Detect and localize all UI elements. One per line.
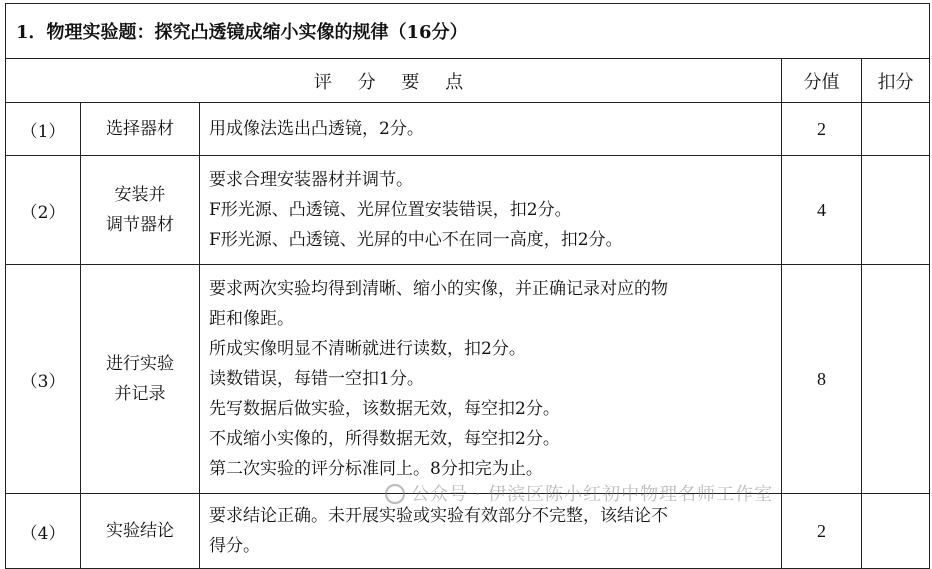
watermark <box>385 480 773 506</box>
row-deduct <box>862 103 930 156</box>
row-score: 8 <box>782 265 862 494</box>
row-index: （4） <box>6 494 81 569</box>
row-item-line: 进行实验 <box>106 354 174 374</box>
row-index: （2） <box>6 156 81 265</box>
row-description <box>200 265 782 494</box>
row-item <box>81 265 200 494</box>
description-line: F形光源、凸透镜、光屏位置安装错误，扣2分。 <box>209 200 572 220</box>
description-line: 要求两次实验均得到清晰、缩小的实像，并正确记录对应的物 <box>209 279 668 299</box>
row-description <box>200 156 782 265</box>
row-item-line: 调节器材 <box>106 215 174 235</box>
row-item-line: 安装并 <box>114 185 166 205</box>
row-deduct <box>862 265 930 494</box>
row-item <box>81 103 200 156</box>
description-line: 先写数据后做实验，该数据无效，每空扣2分。 <box>209 399 560 419</box>
row-deduct <box>862 156 930 265</box>
description-line: 不成缩小实像的，所得数据无效，每空扣2分。 <box>209 429 560 449</box>
table-title: 1．物理实验题：探究凸透镜成缩小实像的规律（16分） <box>6 4 930 59</box>
row-score: 2 <box>782 103 862 156</box>
row-deduct <box>862 494 930 569</box>
table-row <box>6 103 930 156</box>
description-line: 读数错误，每错一空扣1分。 <box>209 369 424 389</box>
row-score: 4 <box>782 156 862 265</box>
row-description <box>200 103 782 156</box>
description-line: 得分。 <box>209 536 260 556</box>
title-row <box>6 4 930 59</box>
row-score: 2 <box>782 494 862 569</box>
row-item <box>81 156 200 265</box>
watermark-text: 公众号 · 伊滨区陈小红初中物理名师工作室 <box>411 484 774 505</box>
row-item <box>81 494 200 569</box>
header-deduct: 扣分 <box>862 59 930 103</box>
description-line: F形光源、凸透镜、光屏的中心不在同一高度，扣2分。 <box>209 230 623 250</box>
table-row <box>6 156 930 265</box>
wechat-icon <box>385 484 405 504</box>
row-item-line: 实验结论 <box>106 521 174 541</box>
header-row <box>6 59 930 103</box>
row-index: （1） <box>6 103 81 156</box>
description-line: 用成像法选出凸透镜，2分。 <box>209 119 424 139</box>
row-item-line: 选择器材 <box>106 119 174 139</box>
description-line: 所成实像明显不清晰就进行读数，扣2分。 <box>209 339 526 359</box>
table-row <box>6 265 930 494</box>
description-line: 要求结论正确。未开展实验或实验有效部分不完整，该结论不 <box>209 506 668 526</box>
description-line: 第二次实验的评分标准同上。8分扣完为止。 <box>209 459 543 479</box>
description-line: 要求合理安装器材并调节。 <box>209 170 413 190</box>
description-line: 距和像距。 <box>209 309 294 329</box>
header-score: 分值 <box>782 59 862 103</box>
row-item-line: 并记录 <box>114 384 166 404</box>
row-index: （3） <box>6 265 81 494</box>
header-points: 评 分 要 点 <box>6 59 782 103</box>
